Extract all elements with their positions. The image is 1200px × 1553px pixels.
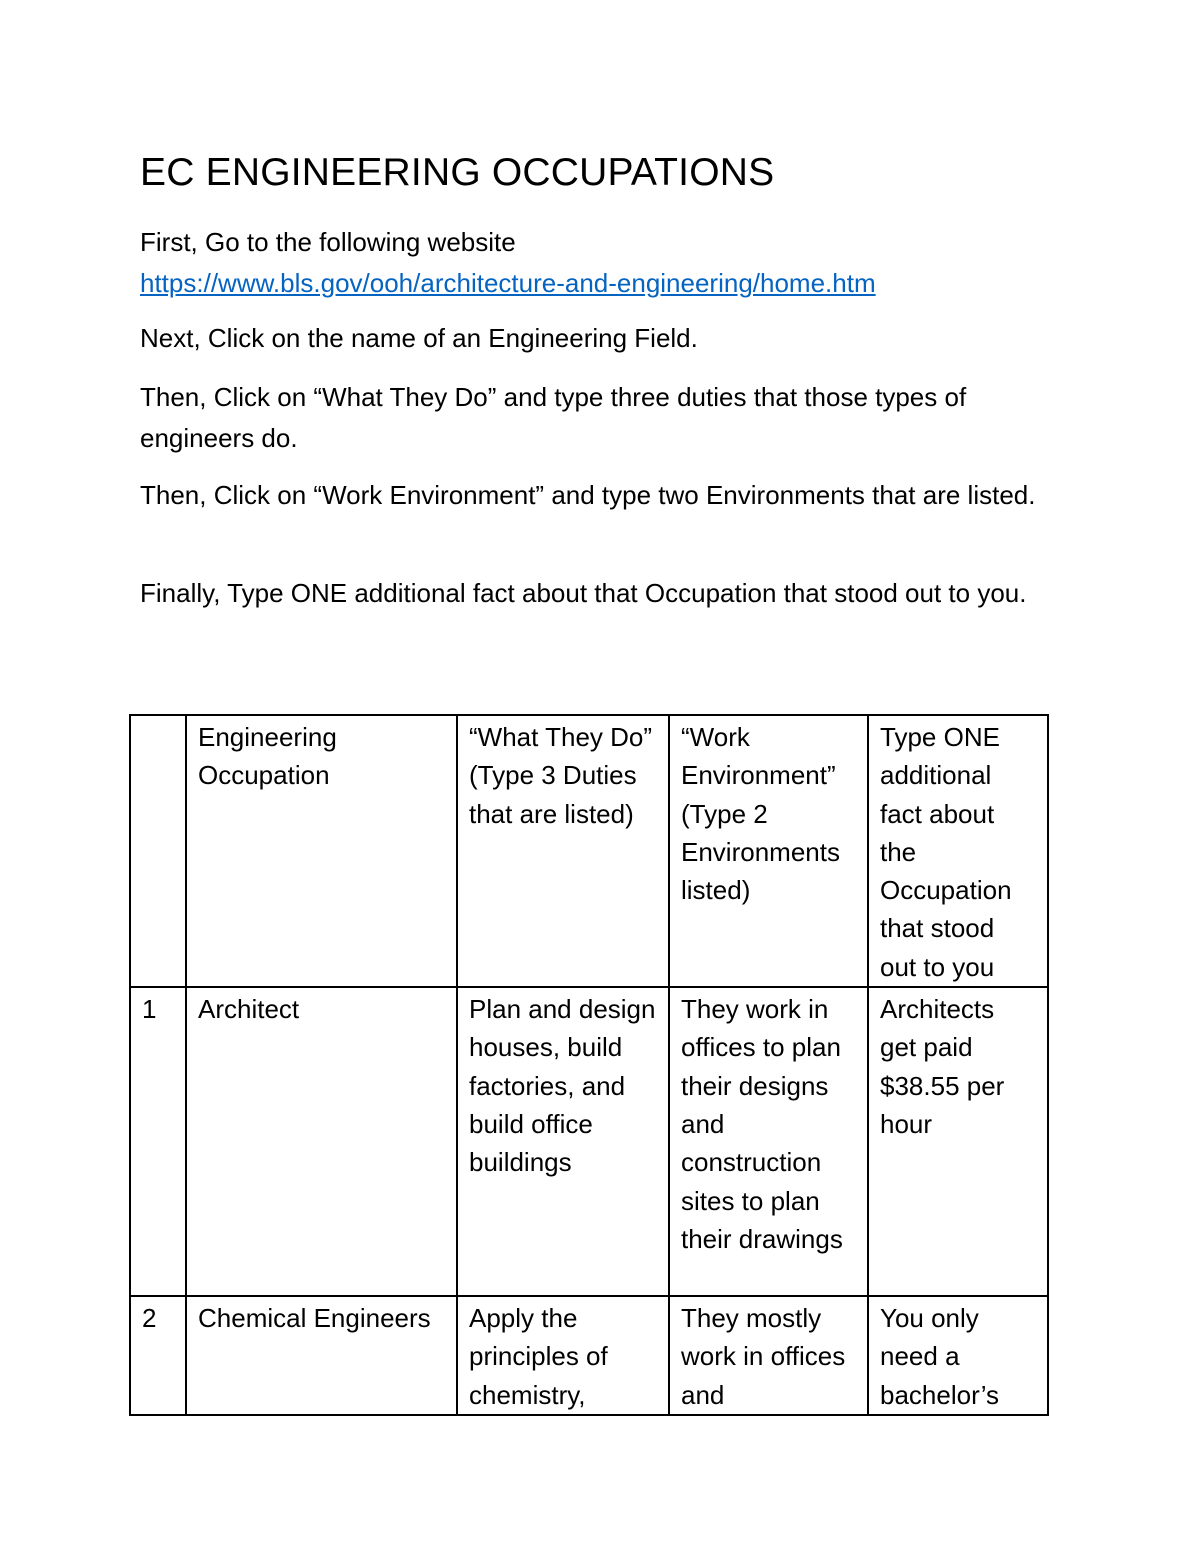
instruction-step-5: Finally, Type ONE additional fact about that Occupation that stood out to you. — [140, 578, 1027, 608]
instruction-step-2: Next, Click on the name of an Engineering Field. — [140, 323, 698, 353]
environment-cell: They mostly work in offices and — [669, 1296, 868, 1415]
header-number-cell — [130, 715, 186, 987]
header-environment-cell: “Work Environment” (Type 2 Environments listed) — [669, 715, 868, 987]
occupation-cell: Architect — [186, 987, 457, 1296]
header-duties-cell: “What They Do” (Type 3 Duties that are listed) — [457, 715, 669, 987]
table-row — [130, 1296, 1048, 1415]
occupation-cell: Chemical Engineers — [186, 1296, 457, 1415]
duties-cell: Plan and design houses, build factories, and build office buildings — [457, 987, 669, 1296]
fact-cell: Architects get paid $38.55 per hour — [868, 987, 1048, 1296]
instruction-step-1 — [140, 222, 1075, 304]
instruction-step-1-text: First, Go to the following website — [140, 227, 516, 257]
fact-cell: You only need a bachelor’s — [868, 1296, 1048, 1415]
environment-cell: They work in offices to plan their designs and construction sites to plan their drawings — [669, 987, 868, 1296]
header-occupation-cell: Engineering Occupation — [186, 715, 457, 987]
row-number-cell: 2 — [130, 1296, 186, 1415]
duties-cell: Apply the principles of chemistry, — [457, 1296, 669, 1415]
page-title: EC ENGINEERING OCCUPATIONS — [140, 151, 775, 194]
instruction-step-4: Then, Click on “Work Environment” and type two Environments that are listed. — [140, 480, 1036, 510]
instruction-step-3: Then, Click on “What They Do” and type three duties that those types of engineers do. — [140, 382, 967, 453]
table-row — [130, 987, 1048, 1296]
table-header-row — [130, 715, 1048, 987]
occupations-table — [129, 714, 1049, 1416]
bls-website-link[interactable]: https://www.bls.gov/ooh/architecture-and-engineering/home.htm — [140, 268, 876, 298]
header-fact-cell: Type ONE additional fact about the Occupation that stood out to you — [868, 715, 1048, 987]
row-number-cell: 1 — [130, 987, 186, 1296]
